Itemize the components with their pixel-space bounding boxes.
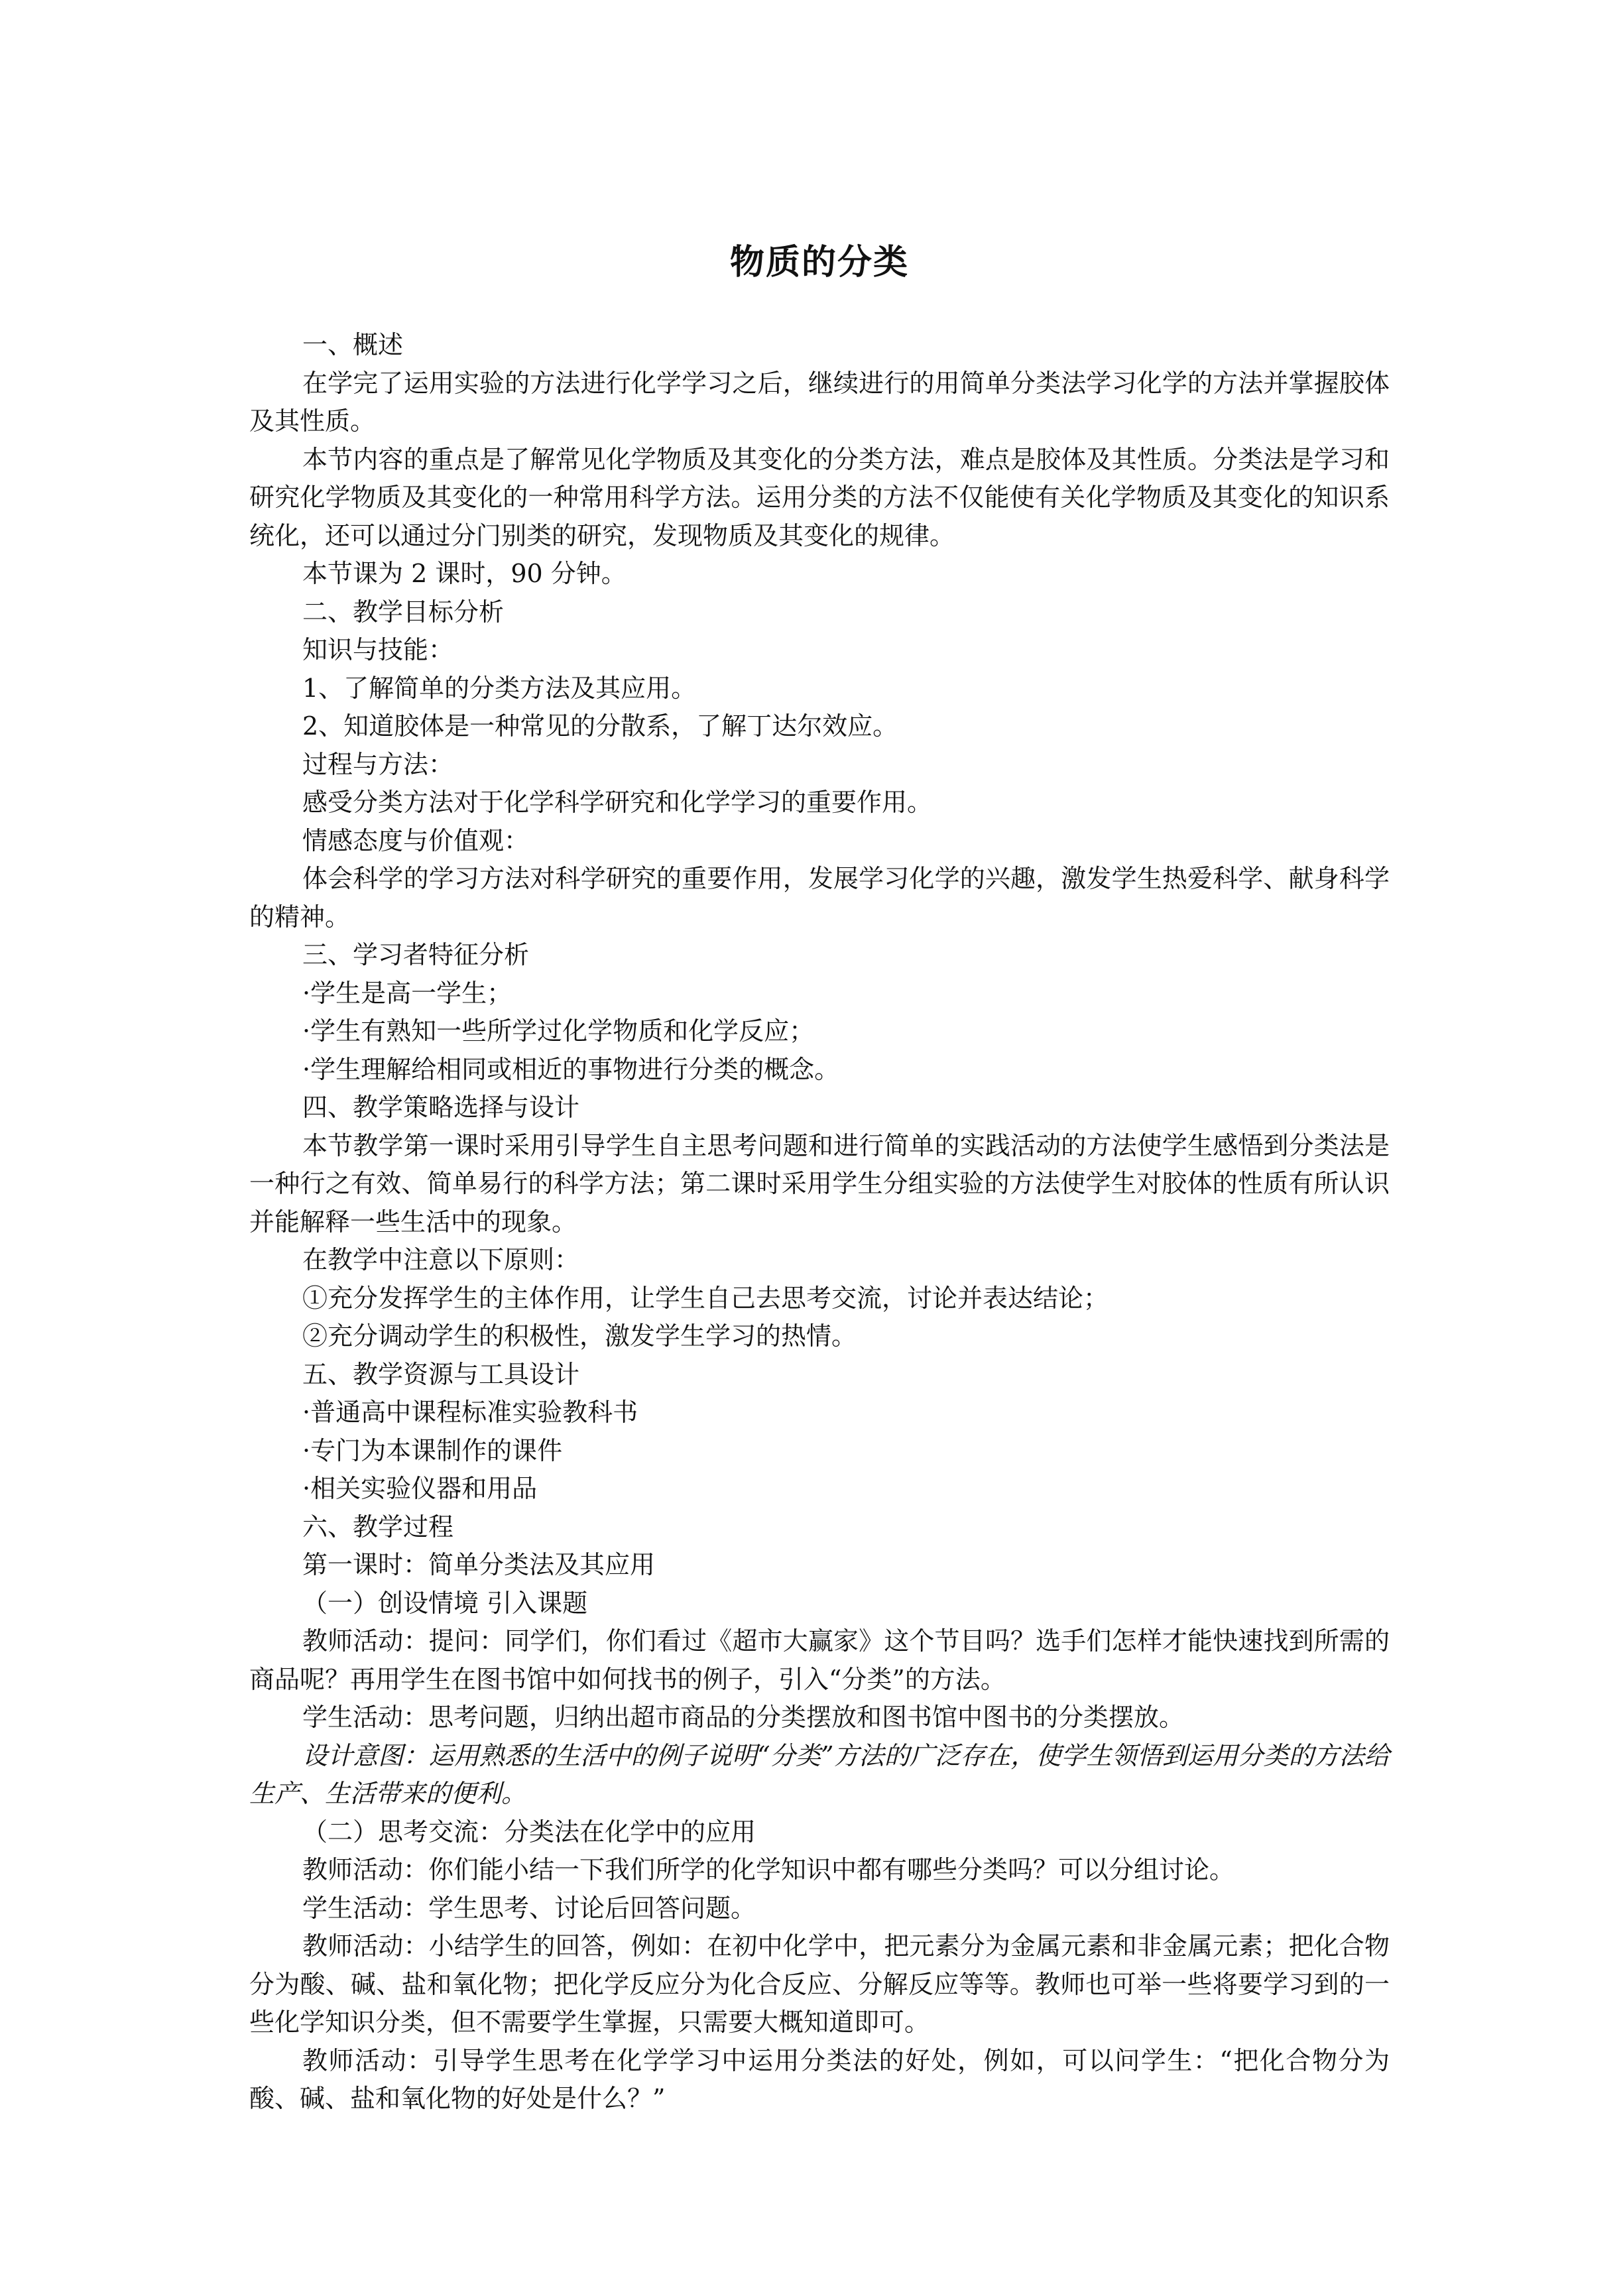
paragraph: 1、了解简单的分类方法及其应用。 (302, 673, 697, 703)
paragraph: ·相关实验仪器和用品 (302, 1474, 538, 1503)
paragraph: 教师活动：引导学生思考在化学学习中运用分类法的好处，例如，可以问学生：“把化合物分为酸、碱、盐和氧化物的好处是什么？” (249, 2045, 1390, 2113)
paragraph: 在教学中注意以下原则： (302, 1245, 580, 1274)
paragraph: 六、教学过程 (302, 1512, 454, 1541)
paragraph: ①充分发挥学生的主体作用，让学生自己去思考交流，讨论并表达结论； (302, 1283, 1109, 1313)
paragraph: （二）思考交流：分类法在化学中的应用 (302, 1817, 756, 1846)
paragraph: ·学生理解给相同或相近的事物进行分类的概念。 (302, 1054, 840, 1084)
paragraph: 感受分类方法对于化学科学研究和化学学习的重要作用。 (302, 788, 933, 817)
paragraph: 在学完了运用实验的方法进行化学学习之后，继续进行的用简单分类法学习化学的方法并掌握胶体及其性质。 (249, 368, 1390, 436)
paragraph: 本节教学第一课时采用引导学生自主思考问题和进行简单的实践活动的方法使学生感悟到分类法是一种行之有效、简单易行的科学方法；第二课时采用学生分组实验的方法使学生对胶体的性质有所认识并能解释一些生活中的现象。 (249, 1130, 1390, 1237)
paragraph: 本节内容的重点是了解常见化学物质及其变化的分类方法，难点是胶体及其性质。分类法是学习和研究化学物质及其变化的一种常用科学方法。运用分类的方法不仅能使有关化学物质及其变化的知识系统化，还可以通过分门别类的研究，发现物质及其变化的规律。 (249, 444, 1390, 550)
paragraph: 第一课时：简单分类法及其应用 (302, 1550, 656, 1579)
paragraph: 四、教学策略选择与设计 (302, 1093, 580, 1122)
paragraph: ·专门为本课制作的课件 (302, 1435, 563, 1465)
paragraph: ·学生是高一学生； (302, 978, 512, 1008)
document-page (249, 239, 1390, 2118)
paragraph: 体会科学的学习方法对科学研究的重要作用，发展学习化学的兴趣，激发学生热爱科学、献身科学的精神。 (249, 864, 1390, 932)
paragraph: 教师活动：提问：同学们，你们看过《超市大赢家》这个节目吗？选手们怎样才能快速找到所需的商品呢？再用学生在图书馆中如何找书的例子，引入“分类”的方法。 (249, 1626, 1390, 1694)
paragraph: 2、知道胶体是一种常见的分散系，了解丁达尔效应。 (302, 711, 898, 741)
paragraph: 本节课为 2 课时，90 分钟。 (302, 559, 627, 588)
paragraph: 学生活动：思考问题，归纳出超市商品的分类摆放和图书馆中图书的分类摆放。 (302, 1703, 1185, 1732)
paragraph: 教师活动：你们能小结一下我们所学的化学知识中都有哪些分类吗？可以分组讨论。 (302, 1855, 1235, 1884)
paragraph: 知识与技能： (302, 635, 454, 664)
paragraph: ·学生有熟知一些所学过化学物质和化学反应； (302, 1016, 815, 1046)
paragraph: 学生活动：学生思考、讨论后回答问题。 (302, 1893, 756, 1923)
paragraph: 三、学习者特征分析 (302, 940, 530, 969)
document-title: 物质的分类 (729, 242, 909, 282)
paragraph: 五、教学资源与工具设计 (302, 1359, 580, 1389)
paragraph: （一）创设情境 引入课题 (302, 1588, 588, 1618)
paragraph: 设计意图：运用熟悉的生活中的例子说明“分类”方法的广泛存在，使学生领悟到运用分类的方法给生产、生活带来的便利。 (249, 1740, 1390, 1808)
paragraph: 教师活动：小结学生的回答，例如：在初中化学中，把元素分为金属元素和非金属元素；把化合物分为酸、碱、盐和氧化物；把化学反应分为化合反应、分解反应等等。教师也可举一些将要学习到的一些化学知识分类，但不需要学生掌握，只需要大概知道即可。 (249, 1931, 1390, 2037)
paragraph: 过程与方法： (302, 749, 454, 779)
paragraph: 二、教学目标分析 (302, 597, 505, 627)
paragraph: 一、概述 (302, 330, 404, 359)
paragraph: ②充分调动学生的积极性，激发学生学习的热情。 (302, 1321, 857, 1351)
document-body (249, 326, 1390, 2118)
paragraph: 情感态度与价值观： (302, 825, 530, 855)
paragraph: ·普通高中课程标准实验教科书 (302, 1398, 638, 1427)
